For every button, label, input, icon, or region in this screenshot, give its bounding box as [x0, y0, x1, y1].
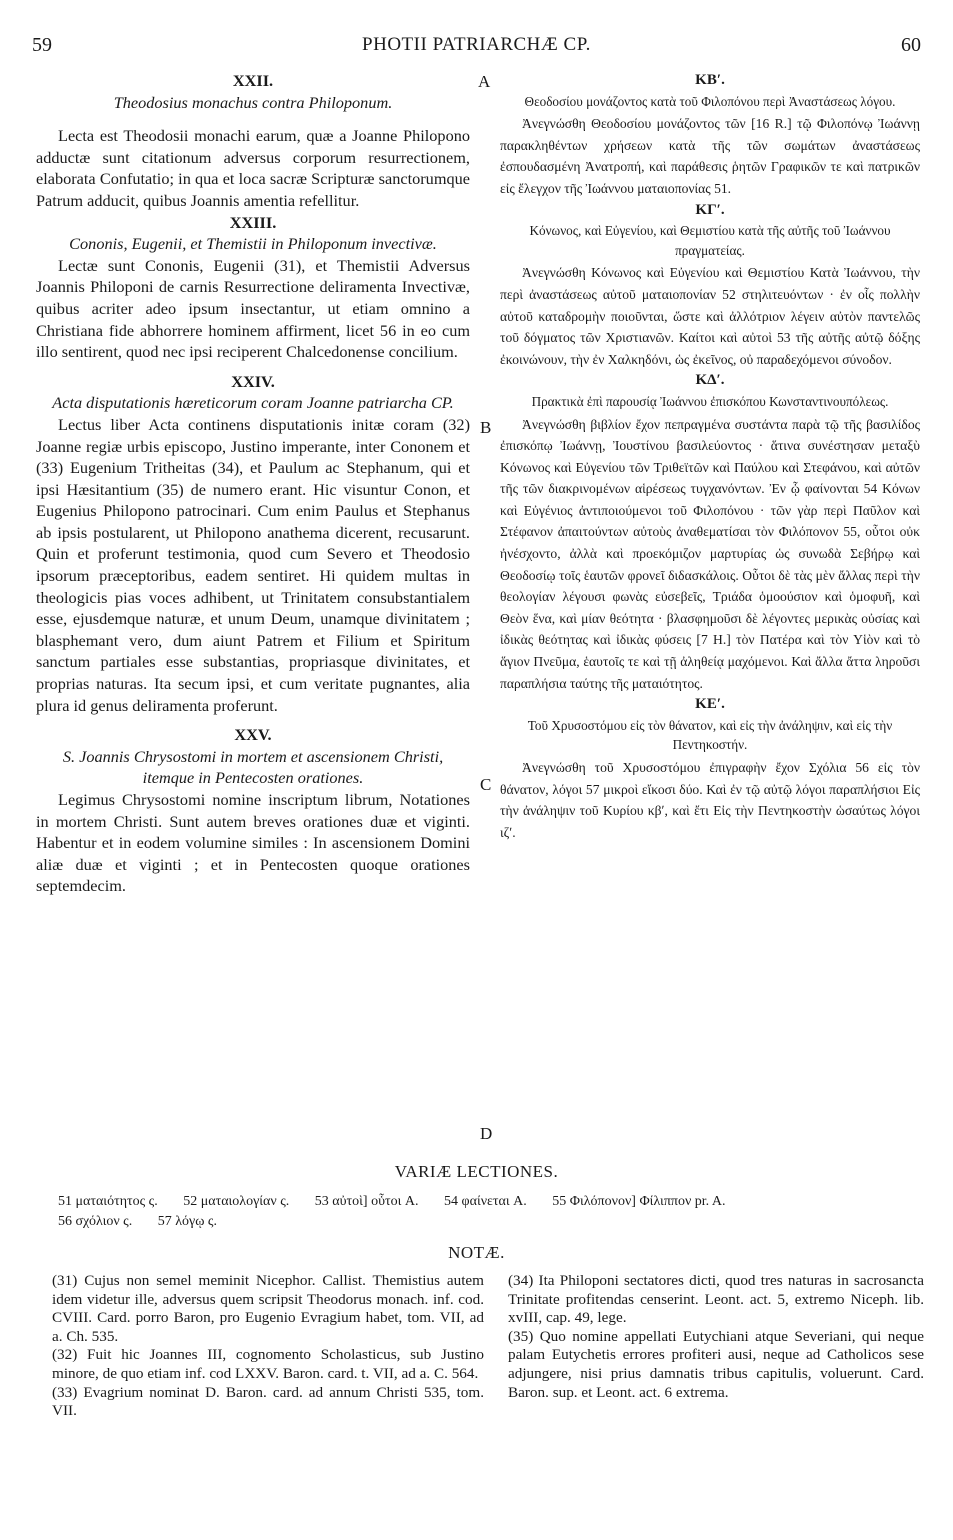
greek-section-24 [500, 370, 920, 694]
latin-section-24 [36, 371, 470, 717]
variant-reading: 57 λόγῳ ς. [157, 1214, 217, 1229]
section-title: Κόνωνος, καὶ Εὐγενίου, καὶ Θεμιστίου κατὰ τῆς αὐτῆς τοῦ Ἰωάννου πραγματείας. [529, 223, 891, 258]
section-text: Lectæ sunt Cononis, Eugenii (31), et Themistii Adversus Joannis Philoponi de carnis Resurrectione deliramenta Invectivæ, quibus acriter adeo ipsum insectantur, ut etiam omnino a Christiana fide abhorrere hominem affirment, licet 56 in eo cum illo sentirent, quod nec ipsi reciperent Chalcedonense concilium. [36, 255, 470, 362]
notae-heading: NOTÆ. [448, 1243, 505, 1262]
section-number: XXII. [232, 71, 274, 90]
section-text: Ἀνεγνώσθη βιβλίον ἔχον πεπραγμένα συστάντα παρὰ τῷ τῆς βασιλίδος ἐπισκόπῳ Ἰωάννῃ, Ἰουστίνου βασιλεύοντος · ἅτινα συνέστησαν μεταξὺ Κόνωνος καὶ Εὐγενίου τῶν Τριθεϊτῶν καὶ Παύλου καὶ Στεφάνου, καὶ αὐτῶν τῆς τῶν διακρινομένων αἱρέσεως τυγχανόντων. Ἐν ᾧ φαίνονται 54 Κόνων καὶ Εὐγένιος ἀντιποιούμενοι τοῦ Φιλοπόνου · τῶν γὰρ περὶ Παῦλον καὶ Στέφανον ἀπαιτούντων αὐτοὺς ἀναθεματίσαι τὸν Φιλόπονον 55, οὗτοι οὐκ ἠνέσχοντο, ἀλλὰ καὶ προεκόμιζον μαρτυρίας ὡς συνωδὰ Σεβήρῳ καὶ Θεοδοσίῳ τοῖς ἑαυτῶν φρονεῖ διδασκάλοις. Οὗτοι δὲ τὰς μὲν ἄλλας περὶ τὴν θεολογίαν λέγουσι φωνὰς εὐσεβεῖς, Τριάδα ὁμοούσιον καὶ ὁμοφυῆ, καὶ Θεὸν ἕνα, καὶ μίαν θεότητα · βλασφημοῦσι δὲ λέγοντες μερικὰς οὐσίας καὶ ἰδικὰς θεότητας καὶ ἰδικὰς φύσεις [7 H.] τὸν Πατέρα καὶ τὸν Υἱὸν καὶ τὸ ἅγιον Πνεῦμα, ἑαυτοῖς τε καὶ τῇ ἀληθείᾳ μαχόμενοι. Καὶ ἄλλα ἄττα ληροῦσι παραπλήσια ταύτης τῆς ματαιότητος. [500, 416, 920, 691]
running-title: PHOTII PATRIARCHÆ CP. [362, 34, 591, 55]
section-text: Legimus Chrysostomi nomine inscriptum librum, Notationes in mortem Christi. Sunt autem breves orationes duæ et viginti. Habentur et in eodem volumine similes : In ascensionem Domini aliæ duæ et viginti ; et in Pentecosten quoque orationes septemdecim. [36, 790, 470, 896]
variant-reading: 54 φαίνεται A. [444, 1194, 527, 1209]
section-number: XXIII. [229, 212, 277, 232]
footnote: (34) Ita Philoponi sectatores dicti, quod tres naturas in sacrosancta Trinitate profitendas censerint. Leont. act. 5, extremo Niceph. lib. xvIII, cap. 49, lege. [508, 1272, 924, 1327]
variant-reading: 56 σχόλιον ς. [58, 1214, 133, 1229]
section-number: XXV. [234, 725, 272, 745]
section-number: ΚΕʹ. [695, 696, 725, 713]
notes-left-column [52, 1272, 484, 1421]
footnote: (33) Evagrium nominat D. Baron. card. ad annum Christi 535, tom. VII. [52, 1383, 484, 1420]
section-number: ΚΓʹ. [695, 201, 725, 218]
margin-letter-c: C [480, 775, 492, 794]
margin-letter-b: B [480, 418, 492, 437]
section-number: XXIV. [231, 371, 275, 391]
variae-lectiones [58, 1192, 923, 1232]
variant-reading: 51 ματαιότητος ς. [58, 1194, 158, 1209]
margin-letter-a: A [478, 72, 491, 91]
variae-lectiones-heading: VARIÆ LECTIONES. [394, 1162, 559, 1181]
page-number-left: 59 [32, 34, 52, 56]
latin-section-25 [36, 724, 470, 897]
greek-section-22 [500, 70, 920, 200]
variant-reading: 55 Φιλόπονον] Φίλιππον pr. A. [552, 1194, 726, 1209]
notes-right-column [508, 1272, 924, 1402]
section-title: Πρακτικὰ ἐπὶ παρουσίᾳ Ἰωάννου ἐπισκόπου Κωνσταντινουπόλεως. [531, 393, 889, 409]
section-title: Acta disputationis hæreticorum coram Joanne patriarcha CP. [52, 393, 454, 413]
latin-section-22 [36, 70, 470, 212]
section-title: Theodosius monachus contra Philoponum. [113, 92, 393, 112]
section-text: Ἀνεγνώσθη Θεοδοσίου μονάζοντος τῶν [16 R.] τῷ Φιλοπόνῳ Ἰωάννῃ παρακληθέντων χρήσεων κατὰ τῆς τῶν σωμάτων ἀναστάσεως ἐσπουδασμένη Ἀνατροπή, καὶ παράθεσις ῥητῶν Γραφικῶν τε καὶ πατρικῶν εἰς ἔλεγχον τῆς Ἰωάννου ματαιοπονίας 51. [500, 116, 920, 196]
margin-letter-d: D [480, 1124, 493, 1143]
greek-column [500, 70, 920, 843]
section-title: Τοῦ Χρυσοστόμου εἰς τὸν θάνατον, καὶ εἰς τὴν ἀνάληψιν, καὶ εἰς τὴν Πεντηκοστήν. [527, 717, 893, 753]
greek-section-25 [500, 694, 920, 843]
section-text: Lectus liber Acta continens disputationis initæ coram (32) Joanne regiæ urbis episcopo, Justino imperante, inter Cononem et (33) Eugenium Tritheitas (34), et Paulum ac Stephanum, qui et ipsi Hæsitantium (35) de numero erant. Hic visuntur Conon, et Eugenius Philopono patrocinari. Cum enim Paulus et Stephanus ab ipsis postularent, ut Philopono anathema dicerent, recusarunt. Quin et proferunt testimonia, quod cum Severo et Theodosio ipsorum præceptoribus, eadem sentiret. Hi quidem multas in theologicis pias voces adhibent, ut Trinitatem consubstantialem esse, ejusdemque naturæ, et unum Deum, unamque divinitatem ; blasphemant vero, dum aiunt Patrem et Filium et Spiritum sanctum partiales esse substantias, propriasque divinitates, et proprias naturas. Ita secum ipsi, et cum veritate pugnantes, alia plura id genus deliramenta proferunt. [36, 414, 470, 715]
page-number-right: 60 [901, 34, 921, 56]
section-text: Ἀνεγνώσθη τοῦ Χρυσοστόμου ἐπιγραφὴν ἔχον Σχόλια 56 εἰς τὸν θάνατον, λόγοι 57 μικροὶ εἴκοσι δύο. Καὶ ἐν τῷ αὐτῷ λόγοι παραπλήσιοι Εἰς τὴν ἀνάληψιν τοῦ Κυρίου κβʹ, καὶ ἔτι Εἰς τὴν Πεντηκοστὴν ὡσαύτως λόγοι ιζʹ. [500, 760, 920, 840]
variant-reading: 53 αὐτοὶ] οὗτοι A. [314, 1194, 419, 1209]
latin-section-23 [36, 212, 470, 363]
page-header [32, 34, 921, 60]
section-title: S. Joannis Chrysostomi in mortem et ascensionem Christi, itemque in Pentecosten orationes. [62, 746, 444, 788]
footnote: (35) Quo nomine appellati Eutychiani atque Severiani, qui neque palam Eutychetis errores profiteri ausi, neque ad Catholicos sese adjungere, nisi prius damnatis tribus capitulis, voluerunt. Card. Baron. sup. et Leont. act. 6 extrema. [508, 1327, 924, 1401]
section-number: ΚΔʹ. [695, 372, 725, 389]
greek-section-23 [500, 200, 920, 371]
footnote: (31) Cujus non semel meminit Nicephor. Callist. Themistius autem idem videtur ille, adversus quem scripsit Theodorus monach. inf. cod. CVIII. Card. porro Baron, pro Eugenio Evragium habet, tom. VII, ad a. Ch. 535. [52, 1272, 484, 1345]
section-text: Lecta est Theodosii monachi earum, quæ a Joanne Philopono adductæ sunt citationum adversus corporum resurrectionem, elaborata Confutatio; in qua et loca sacræ Scripturæ sanctorumque Patrum adducit, quibus Joannis amentia refellitur. [36, 126, 470, 210]
section-title: Cononis, Eugenii, et Themistii in Philoponum invectivæ. [69, 234, 437, 254]
section-number: ΚΒʹ. [695, 72, 725, 88]
variant-reading: 52 ματαιολογίαν ς. [183, 1194, 290, 1209]
section-text: Ἀνεγνώσθη Κόνωνος καὶ Εὐγενίου καὶ Θεμιστίου Κατὰ Ἰωάννου, τὴν περὶ ἀναστάσεως αὐτοῦ ματαιοπονίαν 52 στηλιτευόντων · ἐν οἷς πολλὴν αὐτοῦ καταδρομὴν ποιοῦνται, ὥστε καὶ ἀλλότριον λέγειν αὐτὸν παντελῶς τοῦ δόγματος τῶν Χριστιανῶν. Καίτοι καὶ αὐτοὶ 53 τῆς αὐτῆς αὐτῷ δόξης ἐκοινώνουν, τὴν ἐν Χαλκηδόνι, ὡς ἐκεῖνος, οὐ παραδεχόμενοι σύνοδον. [500, 265, 920, 367]
section-title: Θεοδοσίου μονάζοντος κατὰ τοῦ Φιλοπόνου περὶ Ἀναστάσεως λόγου. [524, 93, 896, 109]
latin-column [36, 70, 470, 897]
footnote: (32) Fuit hic Joannes III, cognomento Scholasticus, sub Justino minore, de quo etiam inf. cod LXXV. Baron. card. t. VII, ad a. C. 564. [52, 1346, 484, 1382]
